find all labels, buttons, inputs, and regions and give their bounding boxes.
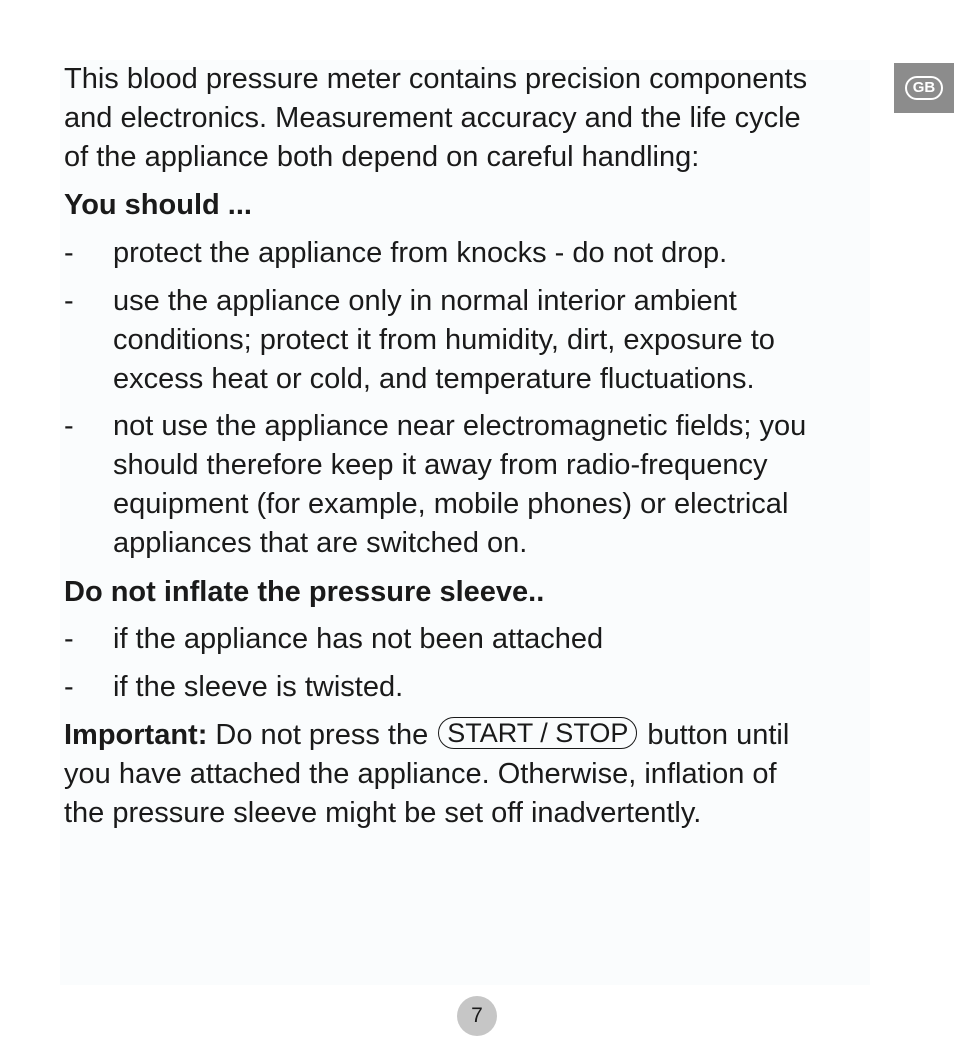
important-note — [64, 716, 894, 832]
should-item-2-line-1: use the appliance only in normal interior ambient — [113, 284, 737, 317]
should-item-3-line-1: not use the appliance near electromagnetic fields; you — [113, 410, 807, 443]
language-badge: GB — [905, 76, 944, 100]
bullet-dash: - — [64, 623, 74, 656]
should-item-3 — [64, 407, 894, 562]
should-item-3-line-4: appliances that are switched on. — [113, 526, 528, 559]
document-body — [64, 60, 894, 832]
should-item-2 — [64, 282, 894, 398]
important-lead: Important: — [64, 718, 208, 751]
start-stop-key-label: START / STOP — [438, 717, 637, 749]
should-item-2-line-2: conditions; protect it from humidity, dirt, exposure to — [113, 323, 775, 356]
should-item-3-line-2: should therefore keep it away from radio-frequency — [113, 449, 768, 482]
should-item-3-line-3: equipment (for example, mobile phones) or electrical — [113, 487, 789, 520]
page-number: 7 — [457, 996, 497, 1036]
inflate-item-1 — [64, 620, 894, 659]
bullet-dash: - — [64, 284, 74, 317]
bullet-dash: - — [64, 671, 74, 704]
inflate-item-2-line-1: if the sleeve is twisted. — [113, 671, 404, 704]
important-text-after: button until — [639, 718, 790, 751]
inflate-item-2 — [64, 668, 894, 707]
should-item-2-line-3: excess heat or cold, and temperature fluctuations. — [113, 362, 755, 395]
important-line-3: the pressure sleeve might be set off inadvertently. — [64, 796, 702, 829]
intro-paragraph — [64, 60, 894, 176]
language-tab — [894, 63, 954, 113]
should-item-1-line-1: protect the appliance from knocks - do not drop. — [113, 237, 728, 270]
intro-line-2: and electronics. Measurement accuracy and the life cycle — [64, 101, 801, 134]
should-item-1 — [64, 234, 894, 273]
inflate-item-1-line-1: if the appliance has not been attached — [113, 623, 604, 656]
intro-line-3: of the appliance both depend on careful handling: — [64, 140, 700, 173]
bullet-dash: - — [64, 237, 74, 270]
inflate-heading: Do not inflate the pressure sleeve.. — [64, 575, 545, 608]
should-heading: You should ... — [64, 189, 252, 222]
important-line-2: you have attached the appliance. Otherwise, inflation of — [64, 757, 777, 790]
important-text-before: Do not press the — [207, 718, 437, 751]
intro-line-1: This blood pressure meter contains precision components — [64, 63, 808, 95]
bullet-dash: - — [64, 410, 74, 443]
